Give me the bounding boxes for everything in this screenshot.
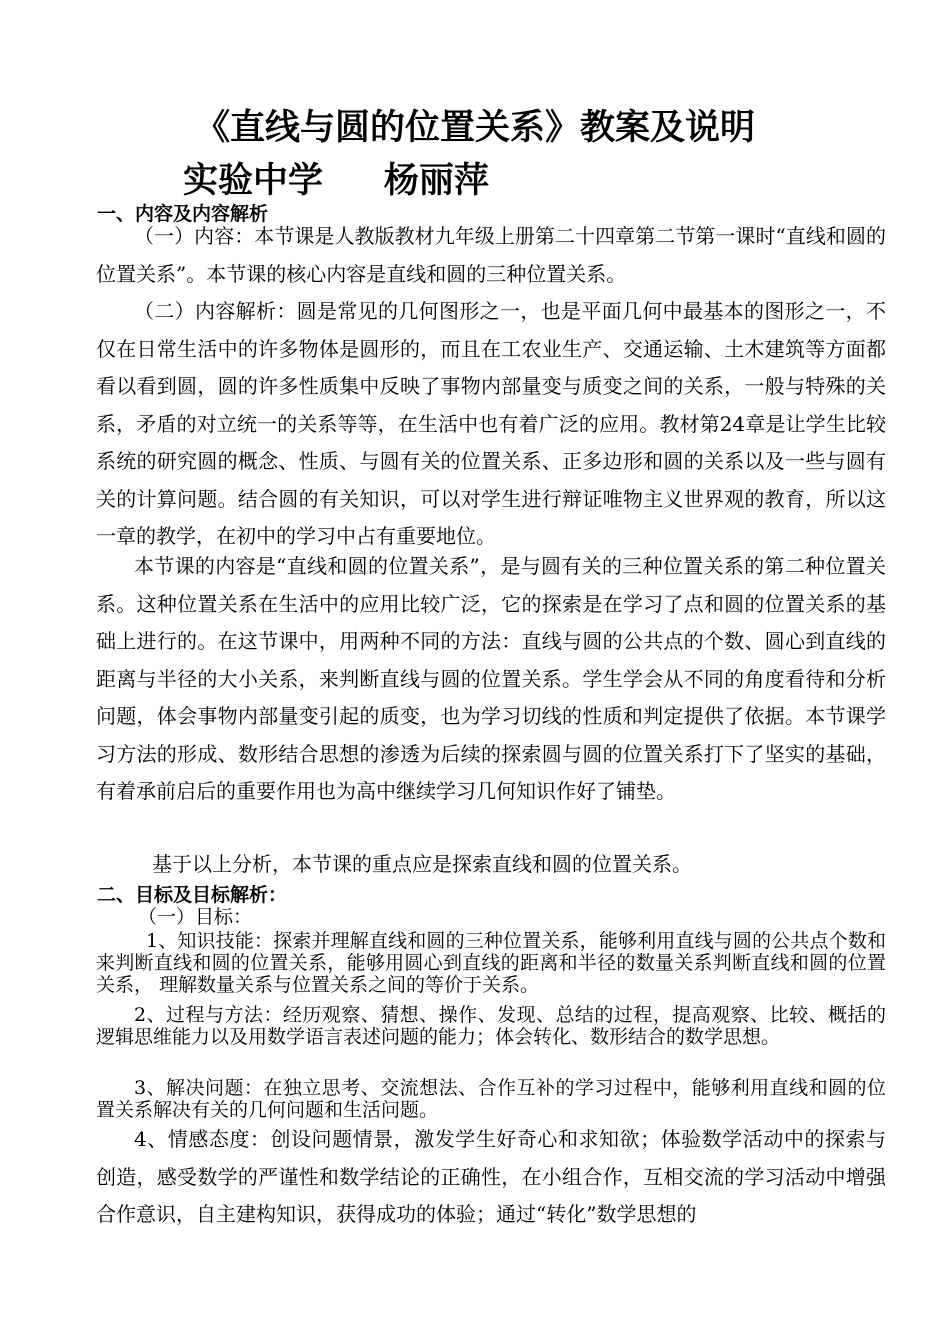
goal-knowledge-skills: 1、知识技能：探索并理解直线和圆的三种位置关系，能够利用直线与圆的公共点个数和来判断直线和圆的位置关系，能够用圆心到直线的距离和半径的数量关系判断直线和圆的位置关系， 理解数量关系与位置关系之间的等价于关系。 [96, 930, 886, 996]
paragraph-content: （一）内容：本节课是人教版教材九年级上册第二十四章第二节第一课时“直线和圆的位置关系”。本节课的核心内容是直线和圆的三种位置关系。 [96, 224, 886, 286]
section-heading-goals: 二、目标及目标解析： [97, 884, 288, 906]
section-heading-content: 一、内容及内容解析 [97, 203, 269, 225]
paragraph-lesson-content: 本节课的内容是“直线和圆的位置关系”，是与圆有关的三种位置关系的第二种位置关系。这种位置关系在生活中的应用比较广泛，它的探索是在学习了点和圆的位置关系的基础上进行的。在这节课中，用两种不同的方法：直线与圆的公共点的个数、圆心到直线的距离与半径的大小关系，来判断直线与圆的位置关系。学生学会从不同的角度看待和分析问题，体会事物内部量变引起的质变，也为学习切线的性质和判定提供了依据。本节课学习方法的形成、数形结合思想的渗透为后续的探索圆与圆的位置关系打下了坚实的基础，有着承前启后的重要作用也为高中继续学习几何知识作好了铺垫。 [96, 554, 886, 803]
goal-process-methods: 2、过程与方法：经历观察、猜想、操作、发现、总结的过程，提高观察、比较、概括的逻辑思维能力以及用数学语言表述问题的能力；体会转化、数形结合的数学思想。 [96, 1004, 886, 1048]
paragraph-key-point: 基于以上分析，本节课的重点应是探索直线和圆的位置关系。 [152, 852, 692, 876]
paragraph-content-analysis: （二）内容解析：圆是常见的几何图形之一，也是平面几何中最基本的图形之一，不仅在日常生活中的许多物体是圆形的，而且在工农业生产、交通运输、土木建筑等方面都看以看到圆，圆的许多性质集中反映了事物内部量变与质变之间的关系，一般与特殊的关系，矛盾的对立统一的关系等等，在生活中也有着广泛的应用。教材第24章是让学生比较系统的研究圆的概念、性质、与圆有关的位置关系、正多边形和圆的关系以及一些与圆有关的计算问题。结合圆的有关知识，可以对学生进行辩证唯物主义世界观的教育，所以这一章的教学，在初中的学习中占有重要地位。 [96, 299, 886, 548]
document-title: 《直线与圆的位置关系》教案及说明 [194, 108, 755, 148]
document-subtitle: 实验中学 杨丽萍 [183, 161, 489, 201]
subheading-goals: （一）目标： [138, 906, 253, 928]
goal-emotional-attitude: 4、情感态度：创设问题情景，激发学生好奇心和求知欲；体验数学活动中的探索与创造，感受数学的严谨性和数学结论的正确性，在小组合作，互相交流的学习活动中增强合作意识，自主建构知识，获得成功的体验；通过“转化”数学思想的 [96, 1127, 886, 1226]
goal-problem-solving: 3、解决问题：在独立思考、交流想法、合作互补的学习过程中，能够利用直线和圆的位置关系解决有关的几何问题和生活问题。 [96, 1077, 886, 1121]
